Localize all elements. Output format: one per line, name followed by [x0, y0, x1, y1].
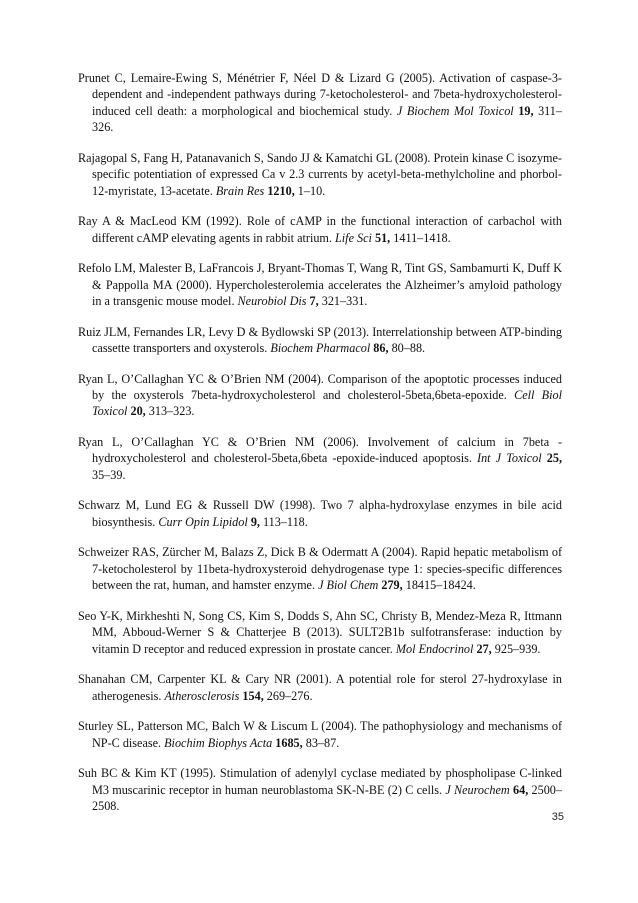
volume: 19, [518, 103, 534, 118]
reference-text: Prunet C, Lemaire-Ewing S, Ménétrier F, Néel D & Lizard G (2005). Activation of caspase-3-dependent and -independent pathways during 7-ketocholesterol- and 7beta-hydroxycholesterol-induced cell death: a morphological and biochemical study. [78, 71, 562, 118]
pages: 83–87. [302, 735, 340, 750]
reference-entry [78, 544, 562, 593]
volume: 1210, [267, 183, 295, 198]
pages: 925–939. [491, 641, 541, 656]
journal-name: Cell Biol Toxicol [92, 388, 562, 419]
journal-name: Biochim Biophys Acta [164, 735, 273, 750]
journal-name: Brain Res [215, 183, 265, 198]
reference-entry [78, 765, 562, 814]
reference-entry [78, 70, 562, 136]
reference-text: Suh BC & Kim KT (1995). Stimulation of adenylyl cyclase mediated by phospholipase C-linked M3 muscarinic receptor in human neuroblastoma SK-N-BE (2) C cells. [78, 766, 562, 797]
reference-entry [78, 324, 562, 357]
journal-name: Int J Toxicol [477, 451, 542, 466]
journal-name: Neurobiol Dis [237, 294, 307, 309]
reference-entry [78, 213, 562, 246]
pages: 313–323. [145, 404, 195, 419]
journal-name: Atherosclerosis [164, 688, 240, 703]
reference-entry [78, 150, 562, 199]
reference-list [78, 70, 562, 829]
pages: 321–331. [318, 294, 368, 309]
volume: 25, [546, 451, 562, 466]
pages: 2500–2508. [92, 782, 562, 814]
reference-text: Schweizer RAS, Zürcher M, Balazs Z, Dick B & Odermatt A (2004). Rapid hepatic metabolism of 7-ketocholesterol by 11beta-hydroxysteroid dehydrogenase type 1: species-specific differences between the rat, human, and hamster enzyme. [78, 545, 562, 593]
reference-entry [78, 260, 562, 309]
reference-entry [78, 671, 562, 704]
pages: 1–10. [294, 183, 326, 198]
volume: 27, [476, 641, 492, 656]
reference-text: Seo Y-K, Mirkheshti N, Song CS, Kim S, Dodds S, Ahn SC, Christy B, Mendez-Meza R, Ittmann MM, Abboud-Werner S & Chatterjee B (2013). SULT2B1b sulfotransferase: induction by vitamin D receptor and reduced expression in prostate cancer. [78, 608, 562, 656]
journal-name: Life Sci [335, 230, 372, 245]
pages: 311–326. [92, 103, 562, 135]
reference-text: Sturley SL, Patterson MC, Balch W & Liscum L (2004). The pathophysiology and mechanisms of NP-C disease. [78, 719, 562, 750]
volume: 279, [381, 578, 403, 593]
pages: 113–118. [259, 514, 308, 529]
volume: 1685, [275, 735, 303, 750]
reference-entry [78, 371, 562, 420]
volume: 64, [513, 782, 529, 797]
volume: 154, [242, 688, 264, 703]
volume: 86, [373, 341, 389, 356]
reference-text: Ryan L, O’Callaghan YC & O’Brien NM (2004). Comparison of the apoptotic processes induced by the oxysterols 7beta-hydroxycholesterol and cholesterol-5beta,6beta-epoxide. [78, 371, 562, 403]
volume: 7, [309, 294, 319, 309]
journal-name: J Neurochem [445, 782, 510, 797]
journal-name: Mol Endocrinol [395, 641, 474, 656]
reference-text: Ray A & MacLeod KM (1992). Role of cAMP in the functional interaction of carbachol with different cAMP elevating agents in rabbit atrium. [78, 214, 562, 245]
reference-text: Ryan L, O’Callaghan YC & O’Brien NM (2006). Involvement of calcium in 7beta -hydroxycholesterol and cholesterol-5beta,6beta -epoxide-induced apoptosis. [78, 435, 562, 466]
journal-name: Curr Opin Lipidol [158, 514, 248, 529]
journal-name: J Biol Chem [318, 578, 379, 593]
pages: 269–276. [263, 688, 313, 703]
reference-text: Schwarz M, Lund EG & Russell DW (1998). Two 7 alpha-hydroxylase enzymes in bile acid biosynthesis. [78, 498, 562, 529]
journal-name: J Biochem Mol Toxicol [396, 103, 514, 118]
reference-entry [78, 434, 562, 483]
pages: 18415–18424. [402, 578, 476, 593]
reference-entry [78, 608, 562, 657]
volume: 20, [130, 404, 146, 419]
pages: 35–39. [92, 467, 126, 482]
pages: 1411–1418. [390, 230, 451, 245]
reference-text: Ruiz JLM, Fernandes LR, Levy D & Bydlowski SP (2013). Interrelationship between ATP-binding cassette transporters and oxysterols. [78, 324, 562, 356]
volume: 9, [250, 514, 260, 529]
reference-text: Rajagopal S, Fang H, Patanavanich S, Sando JJ & Kamatchi GL (2008). Protein kinase C isozyme-specific potentiation of expressed Ca v 2.3 currents by acetyl-beta-methylcholine and phorbol-12-myristate, 13-acetate. [78, 150, 562, 198]
volume: 51, [374, 230, 391, 245]
reference-entry [78, 497, 562, 530]
reference-text: Refolo LM, Malester B, LaFrancois J, Bryant-Thomas T, Wang R, Tint GS, Sambamurti K, Duff K & Pappolla MA (2000). Hypercholesterolemia accelerates the Alzheimer’s amyloid pathology in a transgenic mouse model. [78, 261, 562, 309]
reference-entry [78, 718, 562, 751]
reference-text: Shanahan CM, Carpenter KL & Cary NR (2001). A potential role for sterol 27-hydroxylase in atherogenesis. [78, 672, 562, 703]
pages: 80–88. [388, 341, 426, 356]
journal-name: Biochem Pharmacol [270, 341, 371, 356]
page-number: 35 [551, 811, 564, 823]
